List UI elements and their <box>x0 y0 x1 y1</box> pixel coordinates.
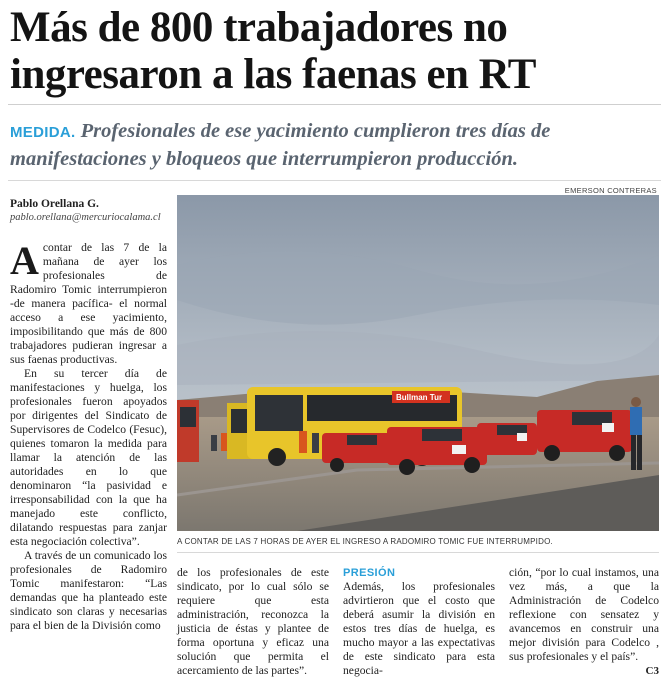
news-photo <box>177 195 659 531</box>
photo-caption: A CONTAR DE LAS 7 HORAS DE AYER EL INGRESO A RADOMIRO TOMIC FUE INTERRUMPIDO. <box>177 537 553 546</box>
byline-author: Pablo Orellana G. <box>10 198 99 210</box>
divider <box>8 104 661 105</box>
paragraph <box>10 238 167 367</box>
divider <box>177 552 659 553</box>
divider <box>8 180 661 181</box>
paragraph: A través de un comunicado los profesionales de Radomiro Tomic manifestaron: “Las demandas que ha planteado este sindicato son claras y necesarias para el bien de la División como <box>10 549 167 632</box>
article-column-4 <box>509 566 659 678</box>
article-column-2 <box>177 566 329 678</box>
headline: Más de 800 trabajadores no ingresaron a las faenas en RT <box>10 4 536 98</box>
deck-kicker: MEDIDA. <box>10 124 76 141</box>
paragraph: En su tercer día de manifestaciones y huelga, los profesionales fueron apoyados por dirigentes del Sindicato de Supervisores de Codelco (Fesuc), quienes tomaron la medida para llamar la atención de las autoridades en lo que denominaron “la pasividad e irresponsabilidad con la que ha manejado este conflicto, dilatando respuestas para zanjar esta negociación colectiva”. <box>10 367 167 548</box>
article-column-3 <box>343 566 495 678</box>
paragraph-text: contar de las 7 de la mañana de ayer los profesionales de Radomiro Tomic interrumpieron -de manera pacífica- el normal acceso a ese yacimiento, imposibilitando que más de 800 trabajadores pudieran ingresar a sus faenas productivas. <box>10 241 167 366</box>
deck-text: Profesionales de ese yacimiento cumplieron tres días de manifestaciones y bloqueos que interrumpieron producción. <box>10 120 551 170</box>
dropcap: A <box>10 238 39 283</box>
deck <box>10 118 660 172</box>
byline-email[interactable]: pablo.orellana@mercuriocalama.cl <box>10 212 161 223</box>
photo-credit: EMERSON CONTRERAS <box>564 186 657 195</box>
article-column-1 <box>10 238 167 633</box>
byline <box>10 198 170 223</box>
paragraph-continued: ción, “por lo cual instamos, una vez más, a que la Administración de Codelco reflexione con sensatez y avancemos en construir una mejor división para Codelco , sus profesionales y el país”. <box>509 566 659 663</box>
subheading: PRESIÓN <box>343 567 396 579</box>
paragraph-continued: de los profesionales de este sindicato, por lo cual sólo se requiere que esta administración, reconozca la justicia de éstas y plantee de forma oportuna y eficaz una solución que permita el acercamiento de las partes”. <box>177 566 329 677</box>
end-mark: C3 <box>645 665 659 677</box>
paragraph: Además, los profesionales advirtieron que el costo que deberá asumir la división en estos tres días de huelga, es mucho mayor a las expectativas de este sindicato para esta negocia- <box>343 580 495 677</box>
bus-sign: Bullman Tur <box>396 393 443 402</box>
